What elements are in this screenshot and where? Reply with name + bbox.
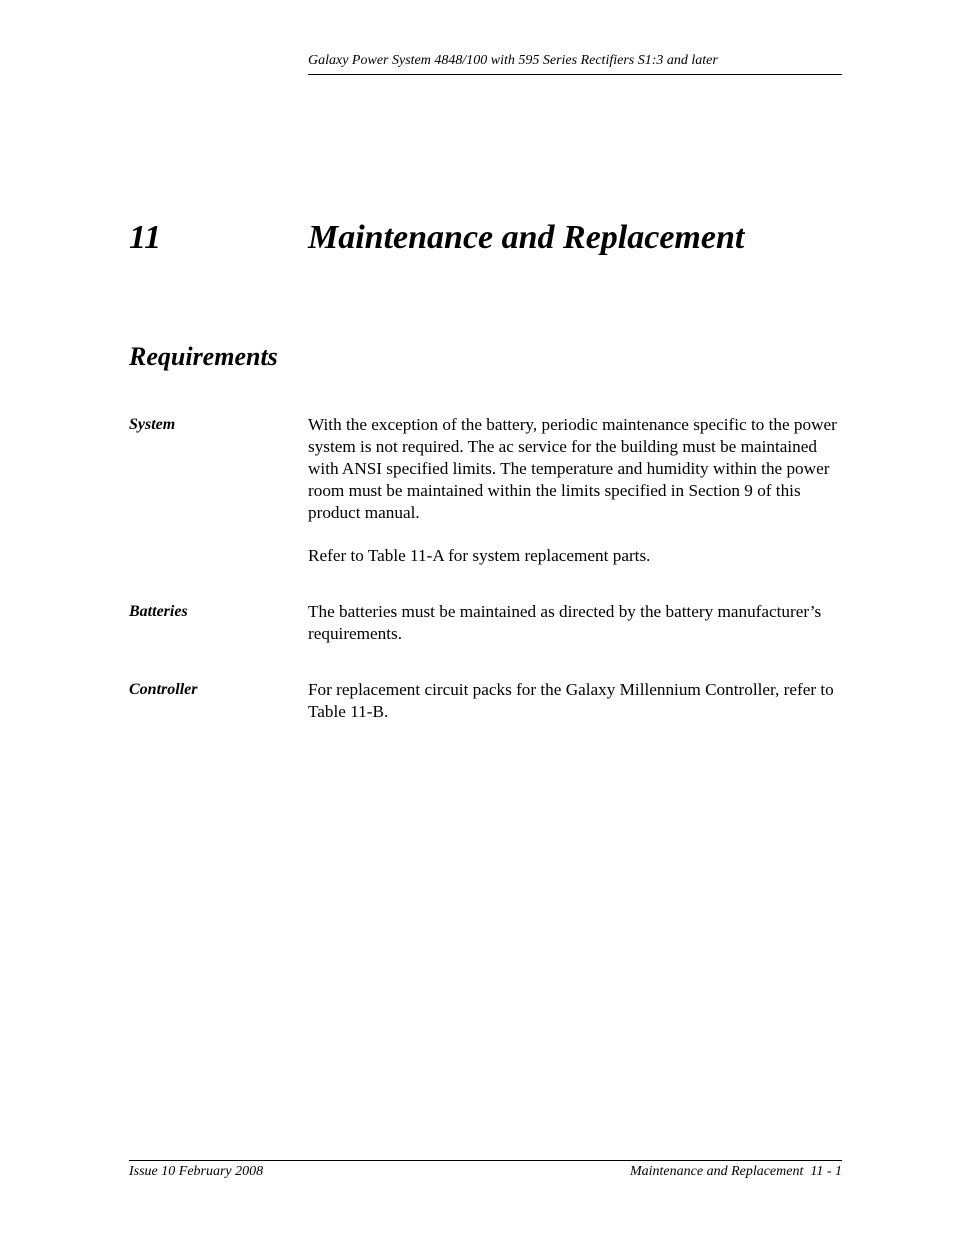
footer-issue-date: Issue 10 February 2008 — [129, 1164, 264, 1179]
section-heading: Requirements — [129, 342, 278, 371]
topic-label-system: System — [129, 416, 176, 433]
running-footer — [129, 1160, 842, 1179]
chapter-title: Maintenance and Replacement — [308, 219, 745, 256]
topic-body-system — [308, 414, 844, 588]
topic-body-controller — [308, 679, 844, 744]
chapter-number: 11 — [129, 219, 162, 256]
paragraph: With the exception of the battery, periodic maintenance specific to the power system is not required. The ac service for the building must be maintained with ANSI specified limits. The temperature and humidity within the power room must be maintained within the limits specified in Section 9 of this product manual. — [308, 415, 837, 522]
paragraph: The batteries must be maintained as directed by the battery manufacturer’s requirements. — [308, 602, 822, 643]
running-header: Galaxy Power System 4848/100 with 595 Series Rectifiers S1:3 and later — [308, 52, 842, 75]
topic-label-controller: Controller — [129, 681, 198, 698]
topic-body-batteries — [308, 601, 844, 666]
paragraph: For replacement circuit packs for the Galaxy Millennium Controller, refer to Table 11-B. — [308, 680, 834, 721]
topic-label-batteries: Batteries — [129, 603, 188, 620]
paragraph: Refer to Table 11-A for system replacement parts. — [308, 546, 651, 565]
footer-page-number: Maintenance and Replacement 11 - 1 — [629, 1164, 842, 1179]
